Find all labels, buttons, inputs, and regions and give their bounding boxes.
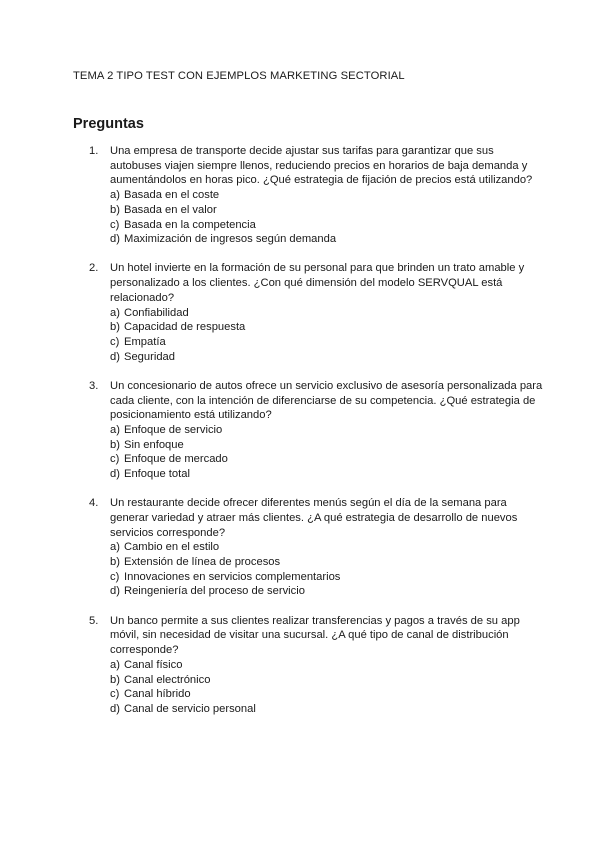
answer-option (110, 203, 543, 218)
answer-option (110, 423, 543, 438)
option-text: Reingeniería del proceso de servicio (124, 585, 305, 598)
option-text: Enfoque total (124, 468, 190, 481)
option-letter: d) (110, 350, 120, 363)
option-text: Canal electrónico (124, 673, 211, 686)
option-text: Maximización de ingresos según demanda (124, 233, 337, 246)
answer-option (110, 306, 543, 321)
question-text: Un hotel invierte en la formación de su personal para que brinden un trato amable y personalizado a los clientes. ¿Con qué dimensión del modelo SERVQUAL está relacionado? (110, 262, 525, 304)
answer-option (110, 687, 543, 702)
answer-option (110, 584, 543, 599)
option-letter: c) (110, 218, 120, 231)
question-text: Un concesionario de autos ofrece un servicio exclusivo de asesoría personalizada para cada cliente, con la intención de diferenciarse de su competencia. ¿Qué estrategia de posicionamiento está utilizando? (110, 379, 543, 422)
answer-options (110, 188, 543, 247)
answer-option (110, 218, 543, 233)
option-text: Confiabilidad (124, 306, 189, 319)
option-letter: b) (110, 673, 120, 686)
option-text: Cambio en el estilo (124, 541, 220, 554)
answer-option (110, 188, 543, 203)
answer-option (110, 438, 543, 453)
question-text: Un banco permite a sus clientes realizar transferencias y pagos a través de su app móvil, sin necesidad de visitar una sucursal. ¿A qué tipo de canal de distribución corresponde? (110, 614, 520, 657)
option-letter: b) (110, 321, 120, 334)
option-text: Basada en el coste (124, 189, 220, 202)
question-3 (73, 379, 543, 482)
question-number: 4. (89, 497, 99, 510)
option-letter: a) (110, 541, 120, 554)
question-text: Un restaurante decide ofrecer diferentes menús según el día de la semana para generar variedad y atraer más clientes. ¿A qué estrategia de desarrollo de nuevos servicios corresponde? (110, 497, 518, 539)
option-text: Sin enfoque (124, 438, 184, 451)
option-text: Enfoque de servicio (124, 423, 223, 436)
question-text: Una empresa de transporte decide ajustar sus tarifas para garantizar que sus autobuses viajen siempre llenos, reduciendo precios en horarios de baja demanda y aumentándolos en horas pico. ¿Qué estrategia de fijación de precios está utilizando? (110, 145, 533, 187)
option-text: Canal híbrido (124, 688, 191, 701)
option-letter: c) (110, 570, 120, 583)
question-5 (73, 614, 543, 717)
answer-option (110, 658, 543, 673)
option-text: Canal de servicio personal (124, 702, 256, 715)
option-letter: a) (110, 658, 120, 671)
question-list (73, 144, 543, 731)
option-letter: c) (110, 688, 120, 701)
option-letter: c) (110, 335, 120, 348)
answer-options (110, 540, 543, 599)
answer-option (110, 673, 543, 688)
option-text: Capacidad de respuesta (124, 321, 246, 334)
option-text: Basada en el valor (124, 203, 217, 216)
answer-option (110, 540, 543, 555)
answer-option (110, 350, 543, 365)
answer-option (110, 702, 543, 717)
option-letter: a) (110, 306, 120, 319)
answer-option (110, 555, 543, 570)
question-2 (73, 261, 543, 364)
answer-options (110, 658, 543, 717)
option-letter: d) (110, 468, 120, 481)
option-text: Extensión de línea de procesos (124, 556, 281, 569)
question-number: 2. (89, 262, 99, 275)
answer-option (110, 570, 543, 585)
option-letter: d) (110, 233, 120, 246)
answer-option (110, 335, 543, 350)
option-text: Canal físico (124, 658, 183, 671)
answer-options (110, 423, 543, 482)
answer-options (110, 306, 543, 365)
question-4 (73, 496, 543, 599)
option-letter: d) (110, 702, 120, 715)
option-text: Seguridad (124, 350, 176, 363)
option-text: Basada en la competencia (124, 218, 256, 231)
option-letter: b) (110, 438, 120, 451)
option-letter: a) (110, 189, 120, 202)
option-letter: b) (110, 203, 120, 216)
option-text: Innovaciones en servicios complementarios (124, 570, 341, 583)
option-letter: b) (110, 556, 120, 569)
answer-option (110, 452, 543, 467)
document-title: TEMA 2 TIPO TEST CON EJEMPLOS MARKETING SECTORIAL (73, 70, 405, 82)
question-number: 5. (89, 614, 99, 627)
option-letter: a) (110, 423, 120, 436)
question-number: 3. (89, 379, 99, 392)
question-number: 1. (89, 145, 99, 157)
option-letter: c) (110, 453, 120, 466)
answer-option (110, 467, 543, 482)
answer-option (110, 320, 543, 335)
section-heading: Preguntas (73, 116, 144, 132)
option-letter: d) (110, 585, 120, 598)
answer-option (110, 232, 543, 247)
option-text: Empatía (124, 335, 166, 348)
option-text: Enfoque de mercado (124, 453, 228, 466)
question-1 (73, 144, 543, 247)
